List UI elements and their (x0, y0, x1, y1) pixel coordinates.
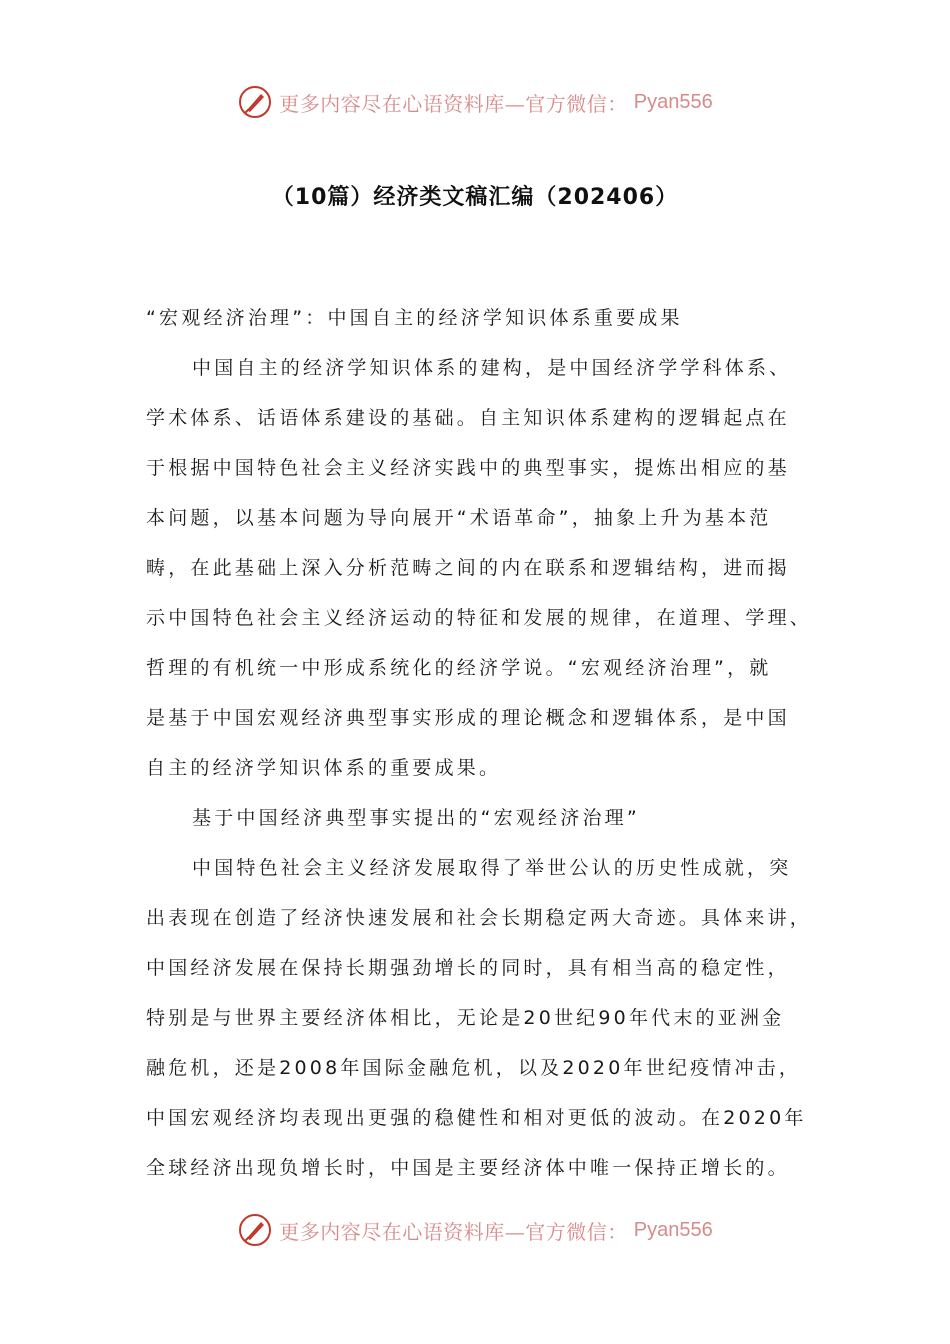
section-heading: “宏观经济治理”：中国自主的经济学知识体系重要成果 (146, 307, 683, 329)
body-line: 全球经济出现负增长时，中国是主要经济体中唯一保持正增长的。 (146, 1157, 790, 1179)
body-line: 学术体系、话语体系建设的基础。自主知识体系建构的逻辑起点在 (146, 407, 790, 429)
body-line: 自主的经济学知识体系的重要成果。 (146, 757, 502, 779)
subheading: 基于中国经济典型事实提出的“宏观经济治理” (192, 807, 640, 829)
body-line: 特别是与世界主要经济体相比，无论是20世纪90年代末的亚洲金 (146, 1007, 785, 1029)
body-line: 融危机，还是2008年国际金融危机，以及2020年世纪疫情冲击， (146, 1057, 802, 1079)
body-line: 中国宏观经济均表现出更强的稳健性和相对更低的波动。在2020年 (146, 1107, 807, 1129)
body-line: 中国特色社会主义经济发展取得了举世公认的历史性成就，突 (192, 857, 792, 879)
body-line: 畴，在此基础上深入分析范畴之间的内在联系和逻辑结构，进而揭 (146, 557, 790, 579)
body-line: 中国经济发展在保持长期强劲增长的同时，具有相当高的稳定性， (146, 957, 790, 979)
body-line: 中国自主的经济学知识体系的建构，是中国经济学学科体系、 (192, 357, 792, 379)
watermark-text: 更多内容尽在心语资料库—官方微信： (279, 1219, 628, 1244)
watermark-handle: Pyan556 (633, 1218, 713, 1241)
body-line: 出表现在创造了经济快速发展和社会长期稳定两大奇迹。具体来讲， (146, 907, 813, 929)
quill-logo-icon (237, 1212, 273, 1248)
body-line: 本问题，以基本问题为导向展开“术语革命”，抽象上升为基本范 (146, 507, 772, 529)
body-line: 示中国特色社会主义经济运动的特征和发展的规律，在道理、学理、 (146, 607, 813, 629)
body-line: 于根据中国特色社会主义经济实践中的典型事实，提炼出相应的基 (146, 457, 790, 479)
document-title: （10篇）经济类文稿汇编（202406） (271, 185, 679, 210)
watermark-handle: Pyan556 (633, 90, 713, 113)
header-watermark (0, 80, 950, 124)
body-line: 是基于中国宏观经济典型事实形成的理论概念和逻辑体系，是中国 (146, 707, 790, 729)
document-body (146, 293, 826, 1193)
quill-logo-icon (237, 84, 273, 120)
footer-watermark (0, 1208, 950, 1252)
watermark-text: 更多内容尽在心语资料库—官方微信： (279, 91, 628, 116)
body-line: 哲理的有机统一中形成系统化的经济学说。“宏观经济治理”，就 (146, 657, 772, 679)
